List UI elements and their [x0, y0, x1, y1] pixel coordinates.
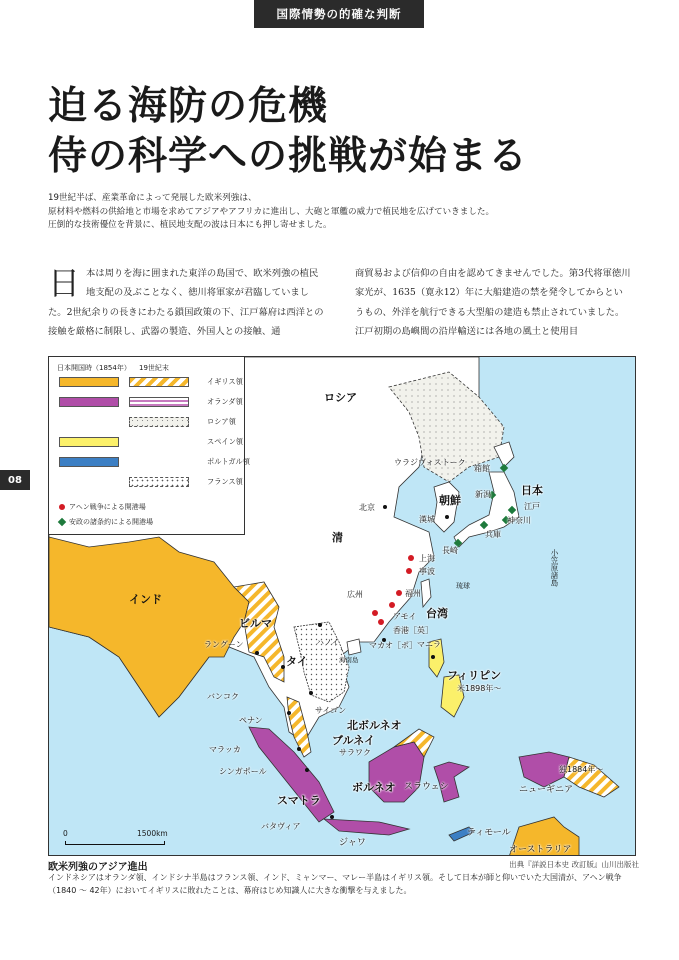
label-seoul: 漢城 — [419, 515, 435, 524]
label-russia: ロシア — [324, 391, 357, 404]
green-diamond-icon — [58, 518, 66, 526]
city-batavia — [330, 815, 334, 819]
scale-label: 1500km — [137, 829, 168, 838]
label-hanoi: ハノイ — [316, 638, 340, 647]
label-edo: 江戸 — [524, 502, 540, 511]
label-manila: マニラ — [417, 640, 441, 649]
lead-line-3: 圧倒的な技術優位を背景に、植民地支配の波は日本にも押し寄せました。 — [48, 220, 332, 230]
label-borneo: ボルネオ — [352, 781, 396, 794]
city-manila — [431, 655, 435, 659]
body-column-left — [48, 264, 324, 341]
city-malacca — [297, 747, 301, 751]
label-sulawesi: スラウェシ — [404, 782, 449, 792]
label-vladivostok: ウラジヴォストーク — [394, 458, 466, 467]
label-batavia: バタヴィア — [261, 822, 301, 831]
label-australia: オーストラリア — [509, 845, 572, 855]
label-new-guinea: ニューギニア — [519, 785, 574, 795]
swatch-french-19c — [129, 477, 189, 487]
label-ryukyu: 琉球 — [456, 582, 470, 590]
legend-opium-label: アヘン戦争による開港場 — [69, 503, 146, 511]
city-saigon — [309, 691, 313, 695]
city-hanoi — [318, 623, 322, 627]
label-shanghai: 上海 — [419, 554, 435, 563]
label-brunei: ブルネイ — [332, 734, 376, 747]
label-hainan: 海南島 — [339, 656, 359, 664]
label-ogasawara: 小笠原諸島 — [550, 549, 559, 587]
hainan-island — [347, 639, 361, 655]
label-germany-1884: 独1884年～ — [559, 765, 604, 774]
label-timor: ティモール — [467, 828, 511, 838]
label-india: インド — [129, 593, 162, 606]
label-taiwan: 台湾 — [426, 607, 448, 620]
map-caption-text: インドネシアはオランダ領、インドシナ半島はフランス領、インド、ミャンマー、マレー半島はイギリス領。そして日本が師と仰いでいた大国清が、アヘン戦争（1840 ～ 42年）においてイギリスに敗れたことは、幕府はじめ知識人に大きな衝撃を与えました。 — [48, 873, 622, 895]
label-korea: 朝鮮 — [439, 494, 461, 507]
city-bangkok — [281, 665, 285, 669]
label-guangzhou: 広州 — [347, 590, 363, 599]
label-burma: ビルマ — [239, 617, 272, 630]
label-rangoon: ラングーン — [204, 640, 244, 649]
title-line-2: 侍の科学への挑戦が始まる — [48, 134, 529, 179]
legend-header-1854: 日本開国時（1854年） — [57, 364, 131, 372]
title-line-1: 迫る海防の危機 — [48, 84, 329, 129]
city-singapore — [305, 768, 309, 772]
legend-row-russian — [59, 417, 249, 429]
label-hongkong: 香港［英］ — [393, 626, 433, 635]
city-rangoon — [255, 651, 259, 655]
legend-label-dutch: オランダ領 — [207, 397, 243, 406]
swatch-dutch-1854 — [59, 397, 119, 407]
legend-header-19c: 19世紀末 — [139, 364, 169, 372]
label-malacca: マラッカ — [209, 745, 241, 754]
legend-ansei-label: 安政の諸条約による開港場 — [69, 518, 153, 526]
body-column-right — [355, 264, 631, 341]
opium-port-guangzhou — [372, 610, 378, 616]
opium-port-hongkong — [378, 619, 384, 625]
city-beijing — [383, 505, 387, 509]
legend-label-british: イギリス領 — [207, 377, 243, 386]
label-hyogo: 兵庫 — [485, 530, 501, 539]
swatch-british-1854 — [59, 377, 119, 387]
page-title — [48, 82, 528, 182]
label-hakodate: 箱館 — [474, 464, 490, 473]
opium-port-ningbo — [406, 568, 412, 574]
red-dot-icon — [59, 504, 65, 510]
label-north-borneo: 北ボルネオ — [347, 719, 402, 732]
asia-colonial-map — [48, 356, 636, 856]
opium-port-xiamen — [389, 602, 395, 608]
swatch-spanish-1854 — [59, 437, 119, 447]
label-ningbo: 寧波 — [419, 567, 435, 576]
label-thai: タイ — [286, 655, 308, 668]
label-philippines-us: 米1898年～ — [457, 684, 502, 693]
legend-row-british — [59, 377, 249, 389]
label-japan: 日本 — [521, 484, 543, 497]
legend-label-french: フランス領 — [207, 477, 243, 486]
label-saigon: サイゴン — [315, 706, 347, 715]
legend-label-portuguese: ポルトガル領 — [207, 457, 250, 466]
label-sarawak: サラワク — [339, 748, 371, 757]
legend-row-portuguese — [59, 457, 249, 469]
city-penang — [287, 711, 291, 715]
swatch-portuguese-1854 — [59, 457, 119, 467]
label-philippines: フィリピン — [447, 669, 502, 682]
label-bangkok: バンコク — [207, 692, 239, 701]
city-seoul — [445, 515, 449, 519]
label-qing: 清 — [332, 531, 343, 544]
section-header-tag: 国際情勢の的確な判断 — [254, 0, 424, 28]
scale-zero: 0 — [63, 829, 68, 838]
map-caption-title: 欧米列強のアジア進出 — [48, 862, 148, 873]
opium-port-shanghai — [408, 555, 414, 561]
swatch-british-19c — [129, 377, 189, 387]
label-beijing: 北京 — [359, 503, 375, 512]
legend-label-russian: ロシア領 — [207, 417, 236, 426]
label-nagasaki: 長崎 — [442, 546, 458, 555]
label-xiamen: アモイ — [393, 612, 417, 621]
opium-port-fuzhou — [396, 590, 402, 596]
swatch-dutch-19c — [129, 397, 189, 407]
label-kanagawa: 神奈川 — [507, 516, 531, 525]
legend-row-dutch — [59, 397, 249, 409]
body-text-right: 商貿易および信仰の自由を認めてきませんでした。第3代将軍徳川家光が、1635（寛永12）年に大船建造の禁を発令してからというもの、外洋を航行できる大型船の建造も禁止されていました。江戸初期の島嶼間の沿岸輸送には各地の風土と使用目 — [355, 268, 631, 337]
map-legend — [49, 357, 250, 535]
scale-bar — [65, 841, 165, 845]
legend-row-spanish — [59, 437, 249, 449]
label-penang: ペナン — [239, 716, 263, 725]
legend-ansei-ports — [59, 517, 153, 527]
swatch-russian-19c — [129, 417, 189, 427]
label-fuzhou: 福州 — [405, 589, 421, 598]
lead-line-2: 原材料や燃料の供給地と市場を求めてアジアやアフリカに進出し、大砲と軍艦の威力で植民地を広げていきました。 — [48, 206, 495, 217]
label-macao: マカオ［ポ］ — [369, 641, 417, 650]
body-text-left: 本は周りを海に囲まれた東洋の島国で、欧米列強の植民地支配の及ぶことなく、徳川将軍家が君臨していました。2世紀余りの長きにわたる鎖国政策の下、江戸幕府は西洋との接触を厳格に制限し、武器の製造、外国人との接触、通 — [48, 268, 324, 337]
legend-opium-ports — [59, 502, 146, 512]
legend-label-spanish: スペイン領 — [207, 437, 243, 446]
drop-cap: 日 — [48, 264, 81, 302]
lead-line-1: 19世紀半ば、産業革命によって発展した欧米列強は、 — [48, 193, 257, 203]
label-niigata: 新潟 — [475, 490, 491, 499]
label-sumatra: スマトラ — [277, 794, 321, 807]
lead-paragraph — [48, 192, 638, 233]
label-singapore: シンガポール — [219, 767, 267, 776]
map-caption-source: 出典『詳説日本史 改訂版』山川出版社 — [509, 860, 639, 869]
legend-row-french — [59, 477, 249, 489]
page-number: 08 — [0, 470, 30, 490]
label-java: ジャワ — [339, 838, 366, 848]
